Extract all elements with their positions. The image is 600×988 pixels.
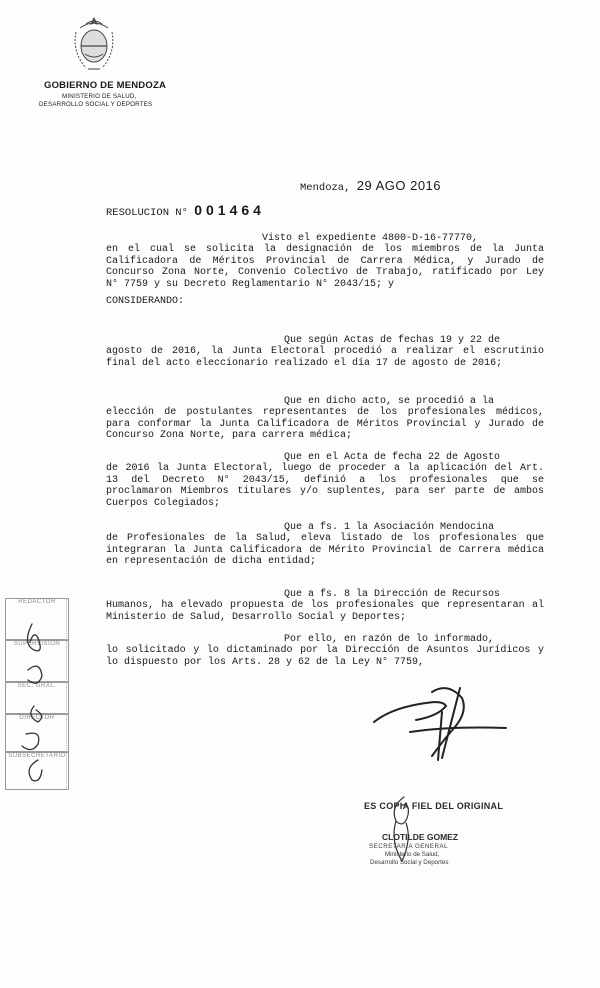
stamp-label-redactor: REDACTOR: [18, 599, 56, 605]
stamp-label-director: DIRECTOR: [19, 715, 55, 721]
ministry-line-2: DESARROLLO SOCIAL Y DEPORTES: [39, 101, 153, 108]
coat-of-arms-icon: [72, 16, 116, 74]
date-stamp: 29 AGO 2016: [356, 178, 442, 193]
certified-copy-stamp: ES COPIA FIEL DEL ORIGINAL: [364, 801, 504, 811]
ministry-line-1: MINISTERIO DE SALUD,: [62, 93, 137, 100]
margin-initials-signature: [4, 610, 64, 800]
paragraph-6: lo solicitado y lo dictaminado por la Dirección de Asuntos Jurídicos y lo dispuesto por los Arts. 28 y 62 de la Ley N° 7759,: [106, 645, 544, 668]
visto-first-line: Visto el expediente 4800-D-16-77770,: [262, 233, 479, 244]
stamp-label-subsecretario: SUBSECRETARIO: [8, 753, 66, 759]
margin-divider: [66, 598, 68, 788]
government-title: GOBIERNO DE MENDOZA: [44, 80, 167, 91]
considerando-heading: CONSIDERANDO:: [106, 296, 185, 307]
stamp-role: SECRETARIA GENERAL: [369, 843, 449, 850]
resolution-label: RESOLUCION N°: [106, 207, 188, 219]
paragraph-4: de Profesionales de la Salud, eleva listado de los profesionales que integraran la Junta Calificadora de Mérito Provincial de Carrera médica en representación de dicha entidad;: [106, 533, 544, 567]
paragraph-4-first-line: Que a fs. 1 la Asociación Mendocina: [284, 522, 495, 533]
copy-signature: [382, 793, 422, 869]
stamp-area: Desarrollo Social y Deportes: [370, 859, 449, 866]
paragraph-3: de 2016 la Junta Electoral, luego de proceder a la aplicación del Art. 13 del Decreto N° 2043/15, definió a los profesionales que se proclamaron Miembros titulares y/o suplentes, para ser parte de ambos Cuerpos Colegiados;: [106, 463, 544, 509]
date-city: Mendoza,: [300, 182, 351, 194]
paragraph-2: elección de postulantes representantes de los profesionales médicos, para conformar la Junta Calificadora de Méritos Provincial y Jurado de Concurso Zona Norte, para carrera médica;: [106, 407, 544, 441]
resolution-line: [106, 202, 265, 219]
paragraph-6-first-line: Por ello, en razón de lo informado,: [284, 634, 495, 645]
resolution-number: 001464: [194, 202, 265, 218]
stamp-label-sec-gral: SEC. GRAL.: [17, 683, 57, 689]
visto-paragraph: en el cual se solicita la designación de los miembros de la Junta Calificadora de Méritos Provincial de Carrera Médica, y Jurado de Concurso Zona Norte, Convenio Colectivo de Trabajo, ratificado por Ley N° 7759 y su Decreto Reglamentario N° 2043/15; y: [106, 244, 544, 290]
paragraph-5: Humanos, ha elevado propuesta de los profesionales que representaran al Ministerio de Salud, Desarrollo Social y Deportes;: [106, 600, 544, 623]
main-signature: [370, 682, 520, 762]
paragraph-2-first-line: Que en dicho acto, se procedió a la: [284, 396, 495, 407]
paragraph-1-first-line: Que según Actas de fechas 19 y 22 de: [284, 335, 501, 346]
stamp-name: CLOTILDE GOMEZ: [382, 832, 459, 842]
paragraph-3-first-line: Que en el Acta de fecha 22 de Agosto: [284, 452, 501, 463]
paragraph-1: agosto de 2016, la Junta Electoral procedió a realizar el escrutinio final del acto eleccionario realizado el día 17 de agosto de 2016;: [106, 346, 544, 369]
stamp-label-supervision: SUPERVISION: [13, 641, 61, 647]
paragraph-5-first-line: Que a fs. 8 la Dirección de Recursos: [284, 589, 501, 600]
stamp-ministry: Ministerio de Salud,: [385, 851, 440, 858]
date-line: [300, 178, 441, 194]
